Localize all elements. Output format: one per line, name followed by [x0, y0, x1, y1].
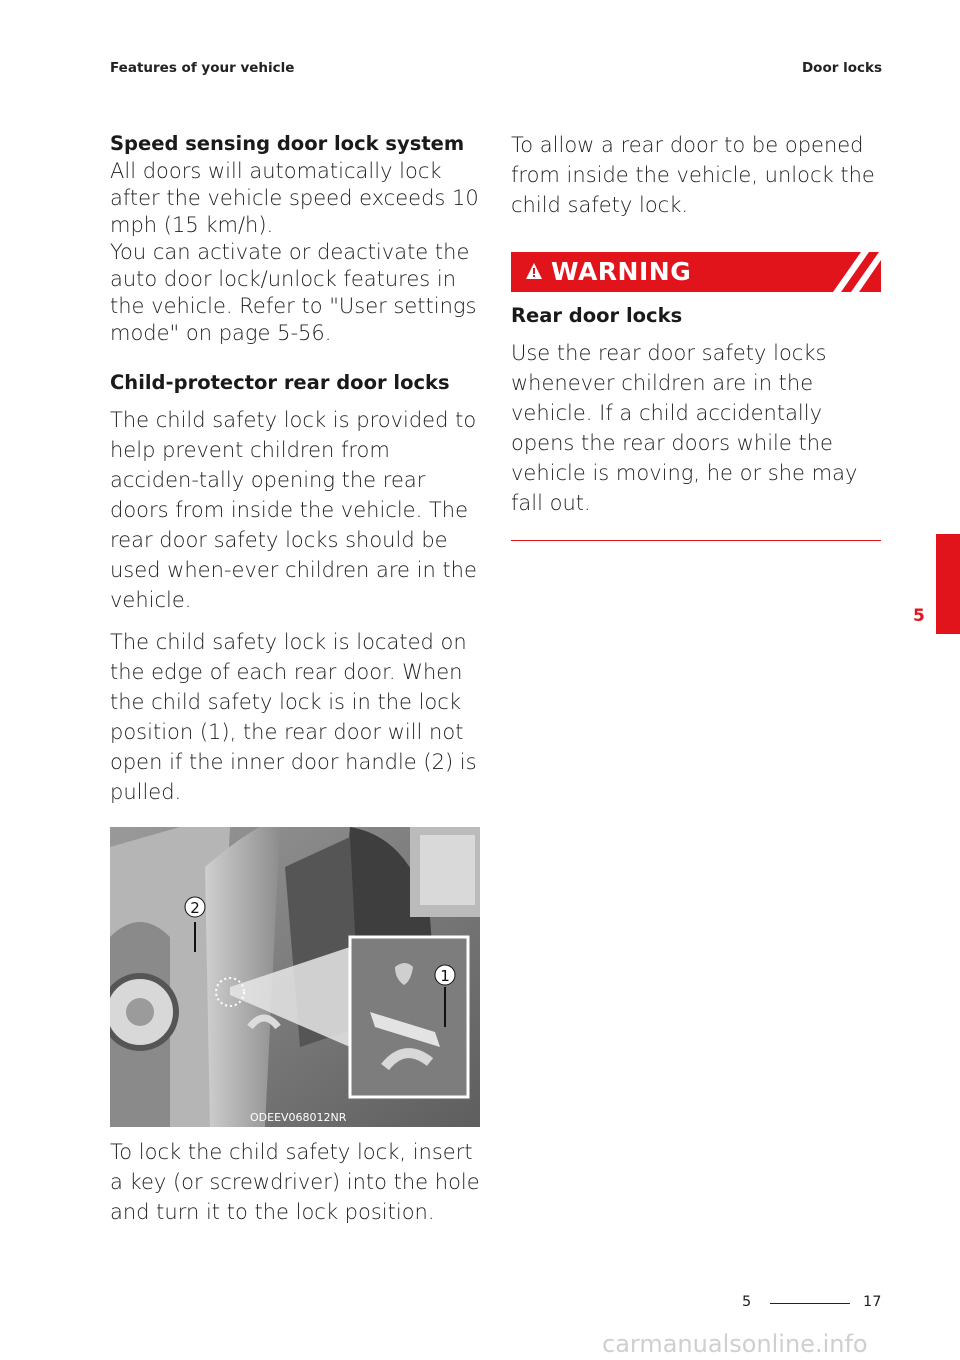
- slash-decoration-icon: [811, 252, 881, 292]
- figure-code: ODEEV068012NR: [250, 1111, 347, 1124]
- callout-1-label: 1: [440, 967, 450, 985]
- right-column: [511, 130, 883, 541]
- child-lock-paragraph-2: The child safety lock is located on the edge of each rear door. When the child safety lock is in the lock position (1), the rear door will not open if the inner door handle (2) is pulled.: [110, 630, 477, 804]
- speed-lock-section: [110, 130, 482, 347]
- footer-section-number: 5: [742, 1294, 752, 1310]
- speed-lock-paragraph-1: All doors will automatically lock after the vehicle speed exceeds 10 mph (15 km/h).: [110, 159, 479, 237]
- footer-page-number: 17: [863, 1294, 882, 1310]
- header-chapter-title: Door locks: [801, 60, 882, 76]
- car-door-illustration: [110, 827, 480, 1127]
- warning-banner: [511, 252, 881, 292]
- chapter-side-number: 5: [913, 606, 925, 626]
- child-lock-figure: [110, 827, 480, 1127]
- child-lock-heading: Child-protector rear door locks: [110, 371, 450, 394]
- child-lock-paragraph-1: The child safety lock is provided to help prevent children from acciden-tally opening the rear doors from inside the vehicle. The rear door safety locks should be used when-ever children are in the vehicle.: [110, 408, 477, 612]
- warning-paragraph: Use the rear door safety locks whenever children are in the vehicle. If a child accidentally opens the rear doors while the vehicle is moving, he or she may fall out.: [511, 341, 858, 515]
- header-section-title: Features of your vehicle: [110, 60, 295, 76]
- chapter-side-tab: [936, 534, 960, 634]
- left-column: [110, 130, 482, 1227]
- warning-heading: Rear door locks: [511, 304, 683, 327]
- footer-watermark: carmanualsonline.info: [602, 1330, 868, 1358]
- lock-instruction-paragraph: To lock the child safety lock, insert a key (or screwdriver) into the hole and turn it to the lock position.: [110, 1140, 480, 1224]
- unlock-instruction-paragraph: To allow a rear door to be opened from inside the vehicle, unlock the child safety lock.: [511, 133, 875, 217]
- speed-lock-paragraph-2: You can activate or deactivate the auto door lock/unlock features in the vehicle. Refer to "User settings mode" on page 5-56.: [110, 240, 477, 345]
- speed-lock-heading: Speed sensing door lock system: [110, 132, 465, 155]
- warning-label: WARNING: [551, 257, 692, 286]
- footer-divider: [770, 1303, 850, 1304]
- callout-2-label: 2: [190, 899, 200, 917]
- warning-divider: [511, 540, 881, 541]
- warning-triangle-icon: [525, 262, 543, 280]
